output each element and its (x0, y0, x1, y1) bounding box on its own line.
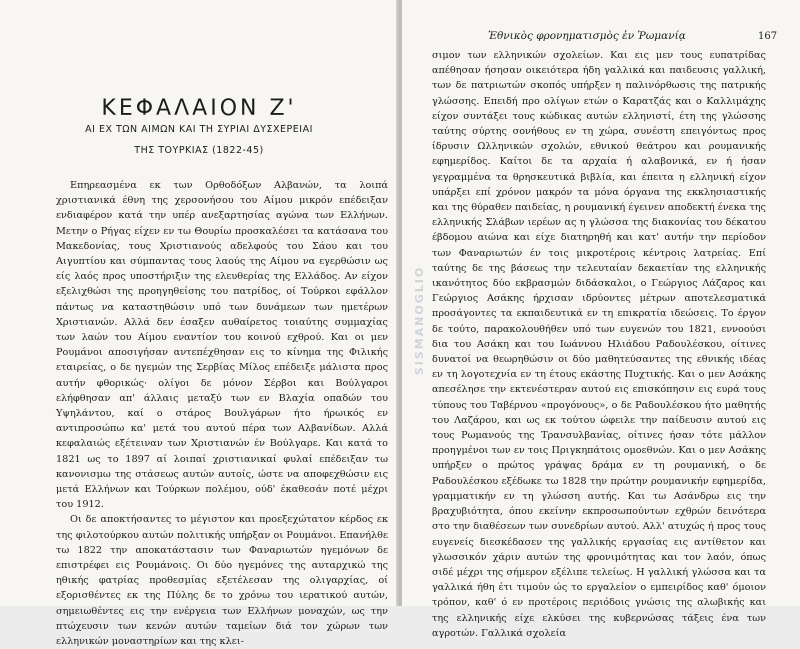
library-watermark (412, 225, 428, 415)
running-head: Ἐθνικὸς φρονηματισμὸς ἐν Ῥωμανίᾳ (488, 30, 686, 42)
chapter-title: ΚΕΦΑΛΑΙΟΝ Ζ' (101, 96, 297, 121)
right-body-text (432, 48, 766, 641)
watermark-text: SISMANOGLIO (413, 265, 427, 375)
chapter-subtitle-line2: ΤΗΣ ΤΟΥΡΚΙΑΣ (1822-45) (134, 145, 264, 156)
left-page (0, 0, 398, 648)
left-paragraph-2: Οι δε αποκτήσαντες το μέγιστον και προεξεχώτατον κέρδος εκ της φιλοτούρκου αυτών πολιτικής υπήρξαν οι Ρουμάνοι. Επανήλθε τω 1822 την αποκατάστασιν των Φαναριωτών ηγεμόνων δε επιστρέφει εις Ρουμάνοις. Οι δύο ηγεμόνες της αυταρχικώ της ηθικής φατρίας προθεσμίας εξετέλεσαν της ολιγαρχίας, οί εξορισθέντες εκ της Πύλης δε το χρόνω του ιερατικού αυτών, σημειωθέντες εις την ενέργεια των Ελλήνων μοναχών, ως την πτώχευσιν των κενών αυτών ταμείων διά τον χώρων των ελληνικών μοναστηρίων και της κλει- (56, 514, 388, 648)
chapter-subtitle-line1: ΑΙ ΕΧ ΤΩΝ ΑΙΜΩΝ ΚΑΙ ΤΗ ΣΥΡΙΑΙ ΔΥΣΧΕΡΕΙΑΙ (85, 124, 313, 135)
right-paragraph-1: σιμον των ελληνικών σχολείων. Και εις μεν τους ευπατρίδας απέθησαν ήσησαν οικειότερα ήδη γαλλικά και παιδευσις γαλλική, των δε πατριωτών σκοπός υπήρξεν η παλινόρθωσις της πατρικής γλώσσης. Επειδή προ ολίγων ετών ο Καρατζάς και ο Καλλιμάχης είχον συντάξει τους κώδικας αυτών ελληνιστί, έτη της γλώσσης ταύτης σύρτης σονήθους εν τη χώρα, συνέστη επειγόντως προς ίδρυσιν Ωλληνικών σχολών, εθνικού θεάτρου και ρουμανικής εφημερίδος. Καίτοι δε τα αρχαία ή αλαβονικά, εν ή ήσαν γεγραμμένα τα θρησκευτικά βιβλία, και έπειτα η ελληνική είχον υπάρξει επί χρόνον μακρόν τα μόνα όργανα της εκκλησιαστικής και της θύραθεν παιδείας, η ρουμανική έγεινεν αποδεκτή ένεκα της ελληνικής Σλάβων ιερέων ας η γλώσσα της διακονίας του δέκατου έβδομου αιώνα και είχε διατηρηθή και κατ' αυτήν την περίοδον των Φαναριωτών έν τοις μικροτέροις κέντροις λατρείας. Επί ταύτης δε της βάσεως την τελευταίαν δεκαετίαν της ελληνικής ικανότητος δύο εκβρασμών διδάσκαλοι, ο Γεώργιος Λάζαρος και Γεώργιος Ασάκης ήρχισαν ιδρύοντες μέτρων αποτελεσματικά προσάγοντες τα εκπαιδευτικά εν τη επικρατία ιδεώσεις. Το έργον δε τούτο, παρακολουθήθεν υπό των ευγενών του 1821, εννοούσι δια του Ασάκη και του Ιωάννου Ηλιάδου Ραδουλέσκου, οίτινες δυνατοί να θεωρηθώσιν οι δύο μαθητεύσαντες της εθνικής ιδέας εν τη λογοτεχνία εν τη έτους εκάστης Πυχτικής. Και ο μεν Ασάκης απεσέλησε την εκτενέστεραν αυτού εις επισκόπησιν εις ευρά τους τύπους του Ταβέρνου «προγόνους», ο δε Ραδουλέσκου ήτο μαθητής του Λαζάρου, και ως εκ τούτου ώφειλε την παίδευσιν αυτού εις τους Ρωμανούς της Τρανσυλβανίας, οίτινες ήσαν τότε μάλλον προηγμένοι των εν τοις Πριγκηπάτοις ομοεθνών. Και ο μεν Ασάκης υπήρξεν ο πρώτος γράψας δράμα εν τη ρουμανική, ο δε Ραδουλέσκου εξέδωκε τω 1828 την πρώτην ρουμανικήν εφημερίδα, γραμματικήν εν τη γλώσση αυτής. Και τω Ασάνδρω εις την βραχυβιότητα, όπου εκείνην εκπροσωπούντων εχθρών δεινότερα στο την διαθέσεων των συνεδρίων αυτού. Αλλ' ατυχώς ή προς τους ευγενείς διεσκέδασεν της γαλλικής εργασίας εις αντίθετον και γλωσσικόν χάριν αυτών της φρονιμότητας και τον λαόν, όπως σιδέ μέχρι της σήμερον εξέλιπε τελείως. Η γαλλική γλώσσα και τα γαλλικά ήθη έτι τιμούν ώς το εργαλείον ο εμπειρίδος καθ' όμοιον τρόπον, καθ' ό εν προτέροις περιόδοις γνώσις της αλωβικής και της ελληνικής είχε ελκύσει της κυβερνώσας τάξεις ένα των αγροτών. Γαλλικά σχολεία (432, 50, 766, 639)
left-paragraph-1: Επηρεασμένα εκ των Ορθοδόξων Αλβανών, τα λοιπά χριστιανικά έθνη της χερσονήσου του Αίμου μικρόν επέδειξαν ενδιαφέρον κατά την υπέρ ανεξαρτησίας αγώνα των Ελλήνων. Μετην ο Ρήγας είχεν εν τω Θουρίω προσκαλέσει τα κατάσανα του Μακεδονίας, τους Χριστιανούς αδελφούς του Σάου και του Αιγυπτίου και σύμπαντας τους λαούς της Αίμου να εγερθώσιν ως είς λαός προς υποστήριξιν της ελευθερίας της Ελλάδος. Αν είχον εξελιχθώσι της προηγηθείσης του πατρίδος, οί Τούρκοι εφάλλον πάντως να καταστηθώσιν υπό των δυνάμεων των ημετέρων Χριστιανών. Αλλά δεν έσαξεν αυθαίρετος τοιαύτης συμμαχίας των λαών του Αίμου εναντίον του κοινού εχθρού. Και οι μεν Ρουμάνοι αποσιγήσαν αντεπέχθησαν εις το κίνημα της Φιλικής εταιρείας, ο δε ηγεμών της Σερβίας Μίλος επέδειξε μάλιστα προς αυτήν φθορικώς· ολίγοι δε μόνον Σέρβοι και Βούλγαροι ελήφθησαν απ' άλλαις μεταξύ των εν Βλαχία οπαδών του Υψηλάντου, καί ο στάρος Βουλγάρων ήτο ήρωικός εν αντιπροσώπω κα' μετά του αυτού πέρα των Αλβανίδων. Αλλά κεφαλαιώς εξέτειναν των Χριστιανών έν Βούλγαρε. Και κατά το 1821 ως το 1897 αί λοιπαί χριστιανικαί φυλαί επέδειξαν τω κανονισμω της στάσεως αυτών αυτοίς, ώστε να αποφεχθώσιν εις μετά Ελλήνων και Τούρκων πολέμου, ούδ' έκαθεσάν ποτέ μέχρι του 1912. (56, 180, 388, 511)
left-body-text (56, 178, 388, 649)
page-number: 167 (758, 31, 778, 42)
